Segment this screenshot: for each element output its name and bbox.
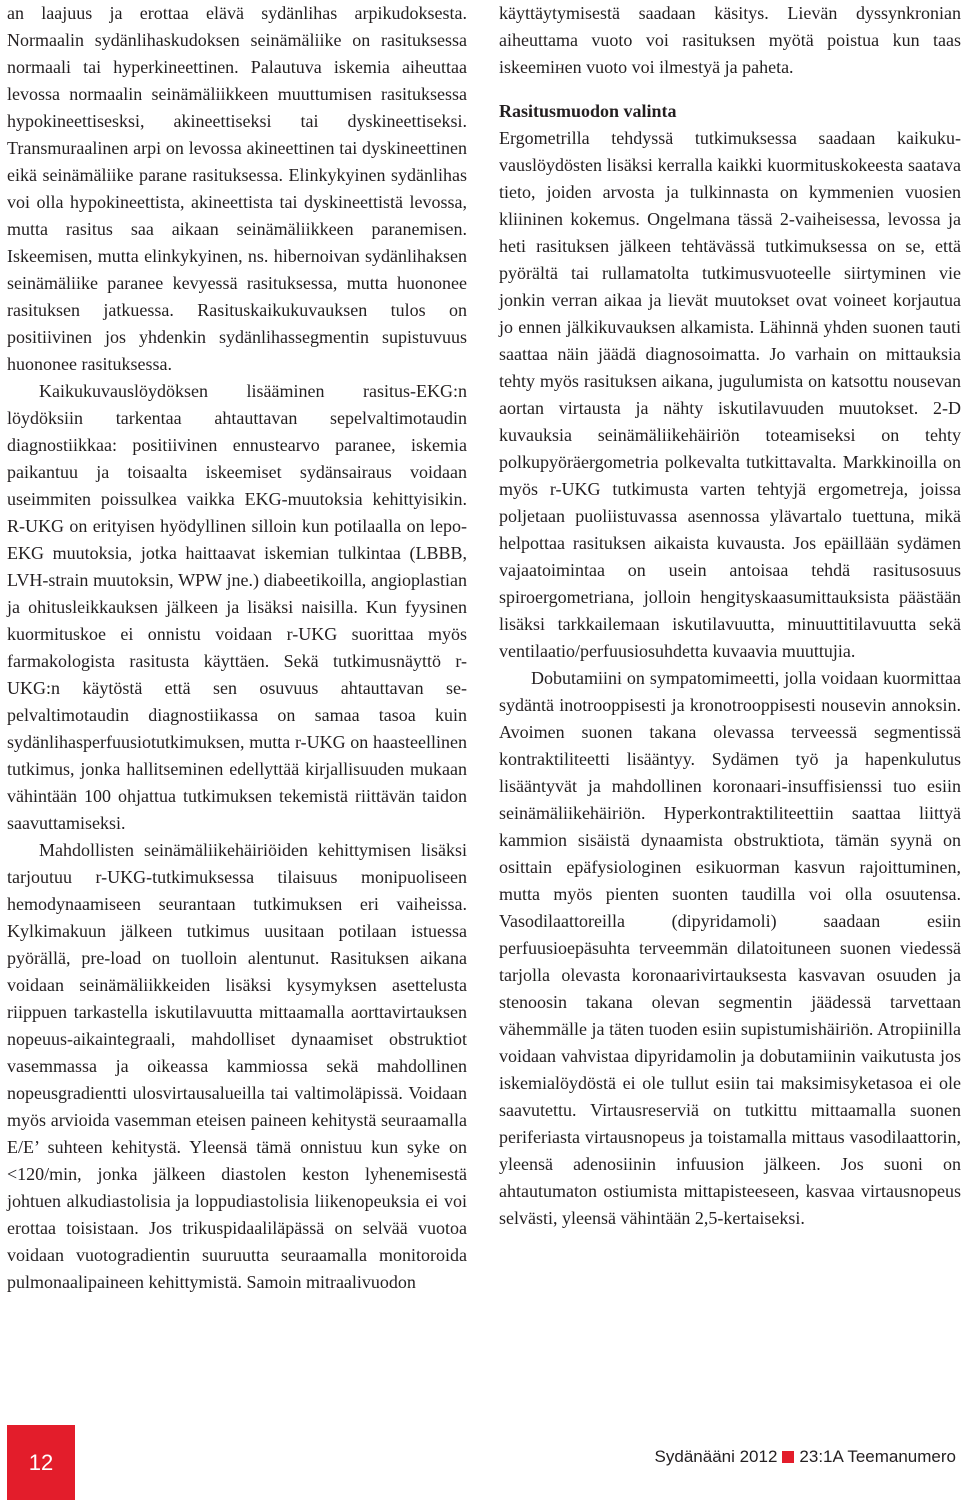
right-paragraph-3: Dobutamiini on sympatomimeetti, jolla voidaan kuormittaa sydäntä inotrooppisesti ja kronotrooppisesti nousevin annoksin. Avoimen suonen takana olevassa terveessä segmentissä kontraktiliteetti lisääntyy. Sydämen työ ja hapenkulutus lisääntyvät ja mahdollinen koronaari-insuffisienssi tuo esiin seinämäliikehäiriön. Hyperkontraktiliteettiin saattaa liittyä kammion sisäistä dynaamista obstruktiota, tämän syynä on osittain epäfysiologinen esikuorman kasvun rajoittuminen, mutta myös pienten suonten taudilla voi olla osuutensa. Vasodilaattoreilla (dipyridamoli) saadaan esiin perfuusioepäsuhta terveemmän dilatoituneen suonen viedessä tarjolla olevasta koronaarivirtauksesta kasvavan osuuden ja stenoosin takana olevan segmentin jäädessä tarvettaan vähemmälle ja täten tuoden esiin supistumishäiriön. Atropiinilla voidaan vahvistaa dipyridamolin ja dobutamiinin vaikutusta jos iskemialöydöstä ei ole tullut esiin tai maksimisyketasoa ei ole saavutettu. Virtausreserviä on tutkittu mittaamalla suonen periferiasta virtausnopeus ja toistamalla mittaus vasodilaattorin, yleensä adenosiinin infuusion jälkeen. Jos suoni on ahtautumaton ostiumista mittapisteeseen, kasvaa virtausnopeus selvästi, yleensä vähintään 2,5-kertaiseksi.: [499, 668, 961, 1228]
page-number: [7, 1425, 75, 1500]
left-paragraph-3: Mahdollisten seinämäliikehäiriöiden kehittymisen lisäksi tarjoutuu r-UKG-tutkimuksessa tilaisuus monipuoliseen hemodynaamiseen seurantaan tutkimuksen eri vaiheissa. Kylkimakuun jälkeen tutkimus uusitaan potilaan istuessa pyörällä, pre-load on tuolloin alentunut. Rasituksen aikana voidaan seinämäliikkeiden lisäksi kysymyksen asettelusta riippuen tarkastella iskutilavuutta mittaamalla aorttavirtauksen nopeuus-aikaintegraali, mahdolliset dynaamiset obstruktiot vasemmassa ja oikeassa kammiossa sekä mahdollinen nopeusgradientti ulosvirtausalueilla tai valtimoläpissä. Voidaan myös arvioida vasemman eteisen paineen kehitystä seuraamalla E/E’ suhteen kehitystä. Yleensä tämä onnistuu kun syke on <120/min, jonka jälkeen diastolen keston lyhenemisestä johtuen alkudiastolisia ja loppudiastolisia liikenopeuksia ei voi erottaa toisistaan. Jos trikuspidaaliläpässä on selvää vuotoa voidaan vuotogradientin suuruutta seuraamalla monitoroida pulmonaalipaineen kehittymistä. Samoin mitraalivuodon: [7, 840, 467, 1292]
right-column: [499, 0, 961, 1232]
publication-name: Sydänääni 2012: [654, 1447, 778, 1466]
right-paragraph-2: Ergometrilla tehdyssä tutkimuksessa saadaan kaikukuvauslöydösten lisäksi kerralla kaikki kuormituskokeesta saatava tieto, joiden arvosta ja tulkinnasta on kymmenien vuosien kliininen kokemus. Ongelmana tässä 2-vaiheisessa, levossa ja heti rasituksen jälkeen tehtävässä tutkimuksessa on se, että pyörältä tai rullamatolta tutkimusvuoteelle siirtyminen vie jonkin verran aikaa ja lievät muutokset ovat voineet korjautua jo ennen jälkikuvauksen alkamista. Lähinnä yhden suonen tauti saattaa näin jäädä diagnosoimatta. Jo varhain on mittauksia tehty myös rasituksen aikana, jugulumista on katsottu nousevan aortan virtausta ja nähty iskutilavuuden muutokset. 2-D kuvauksia seinämäliikehäiriön toteamiseksi on tehty polkupyöräergometria polkevalta tutkittavalta. Markkinoilla on myös r-UKG tutkimusta varten tehtyjä ergometreja, joissa poljetaan puoliistuvassa asennossa ylävartalo tuettuna, mikä helpottaa rasituksen aikaista kuvausta. Jos epäillään sydämen vajaatoimintaa on usein antoisaa tehdä rasitusosuus spiroergometriana, jolloin hengityskaasumittauksista päästään lisäksi tarkkailemaan iskutilavuutta, minuuttitilavuutta sekä ventilaatio/perfuusiosuhdetta kuvaavia muuttujia.: [499, 128, 961, 661]
page-number-text: 12: [28, 1449, 54, 1475]
issue-name: 23:1A Teemanumero: [799, 1447, 956, 1466]
publication-footer: [655, 1447, 956, 1467]
red-square-icon: [782, 1451, 794, 1463]
left-paragraph-2: Kaikukuvauslöydöksen lisääminen rasitus-EKG:n löydöksiin tarkentaa ahtauttavan sepelvaltimotaudin diagnostiikkaa: positiivinen ennustearvo paranee, iskemia paikantuu ja toisaalta iskeemiset sydänsairaus voidaan useimmiten poissulkea vaikka EKG-muutoksia kehittyisikin. R-UKG on erityisen hyödyllinen silloin kun potilaalla on lepo-EKG muutoksia, jotka haittaavat iskemian tulkintaa (LBBB, LVH-strain muutoksin, WPW jne.) diabeetikoilla, angioplastian ja ohitusleikkauksen jälkeen ja lisäksi naisilla. Kun fyysinen kuormituskoe ei onnistu voidaan r-UKG suorittaa myös farmakologista rasitusta käyttäen. Sekä tutkimusnäyttö r-UKG:n käytöstä että sen osuvuus ahtauttavan sepelvaltimotaudin diagnostiikassa on samaa tasoa kuin sydänlihasperfuusiotutkimuksen, mutta r-UKG on haasteellinen tutkimus, jonka hallitseminen edellyttää kirjallisuuden mukaan vähintään 100 ohjattua tutkimuksen tekemistä riittävän taidon saavuttamiseksi.: [7, 381, 467, 833]
left-column: [7, 0, 467, 1296]
right-paragraph-1: käyttäytymisestä saadaan käsitys. Lievän dyssynkronian aiheuttama vuoto voi rasituksen myötä poistua kun taas iskeemінen vuoto voi ilmestyä ja paheta.: [499, 3, 961, 77]
left-paragraph-1: an laajuus ja erottaa elävä sydänlihas arpikudoksesta. Normaalin sydänlihaskudoksen seinämäliike on rasituksessa normaali tai hyperkineettinen. Palautuva iskemia aiheuttaa levossa normaalin seinämäliikkeen muuttumisen rasituksessa hypokineettisesksi, akineettiseksi tai dyskineettiseksi. Transmuraalinen arpi on levossa akineettinen tai dyskineettinen eikä seinämäliike parane rasituksessa. Elinkykyinen sydänlihas voi olla hypokineettista, akineettista tai dyskineettistä levossa, mutta rasitus saa aikaan seinämäliikkeen paranemisen. Iskeemisen, mutta elinkykyinen, ns. hibernoivan sydänlihaksen seinämäliike paranee kevyessä rasituksessa, mutta huononee rasituksen jatkuessa. Rasituskaikukuvauksen tulos on positiivinen jos yhdenkin sydänlihassegmentin supistuvuus huononee rasituksessa.: [7, 3, 467, 374]
section-heading: Rasitusmuodon valinta: [499, 101, 677, 121]
